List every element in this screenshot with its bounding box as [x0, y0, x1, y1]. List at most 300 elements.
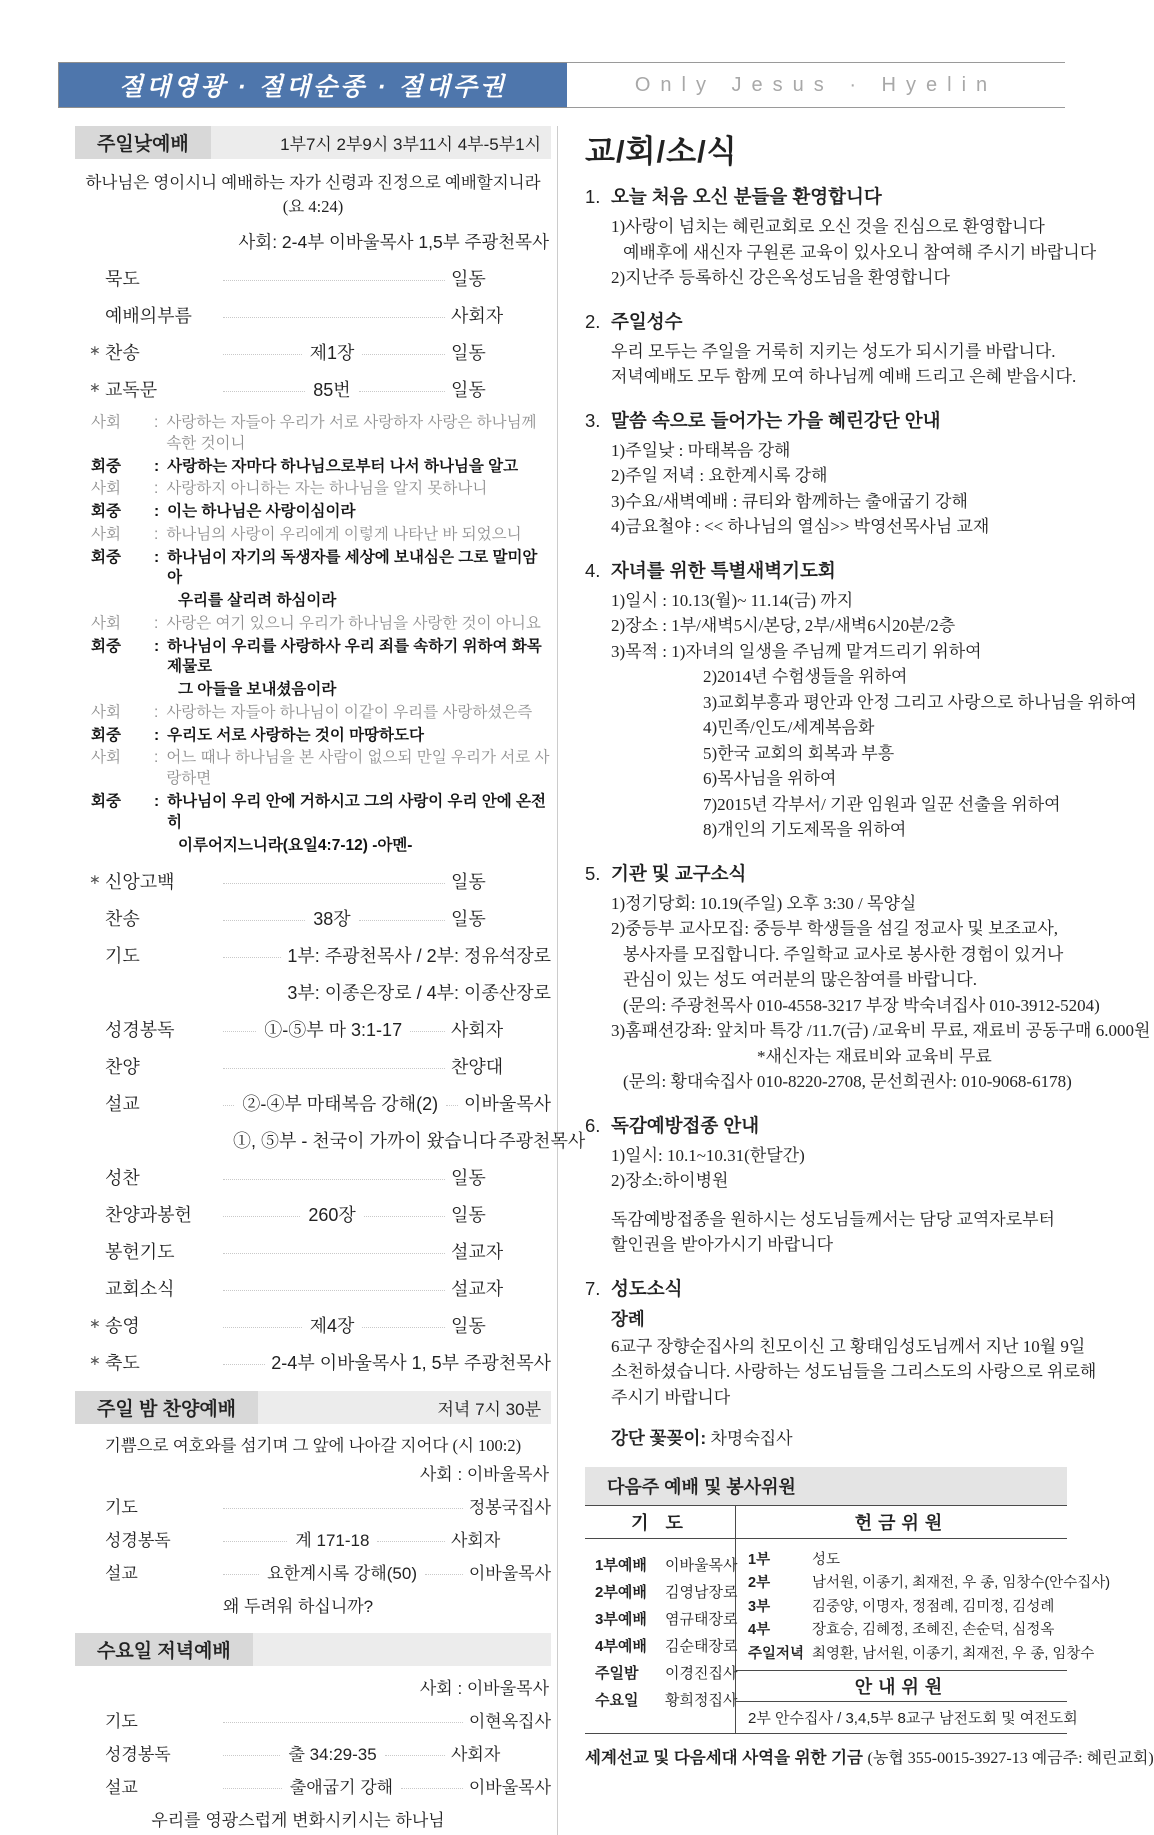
worship-row: [89, 868, 551, 894]
row-leader: [359, 391, 445, 392]
news-item-line: 4)금요철야 : << 하나님의 열심>> 박영선목사님 교재: [611, 517, 990, 536]
section-title: 주일낮예배: [75, 126, 211, 159]
news-item-line: 2)지난주 등록하신 강은옥성도님을 환영합니다: [611, 268, 950, 287]
news-items: [585, 183, 1151, 1450]
worship-row: [89, 1312, 551, 1338]
section-time: [541, 1633, 551, 1666]
prayer-row: [595, 1662, 738, 1683]
row-leader: [223, 1216, 300, 1217]
news-item-head: [585, 1112, 1067, 1138]
row-label: 묵도: [105, 269, 140, 289]
row-right-text: 정봉국집사: [468, 1498, 551, 1518]
news-item-title: 오늘 처음 오신 분들을 환영합니다: [611, 186, 882, 207]
reading-colon: :: [154, 749, 159, 767]
reading-text: 우리도 서로 사랑하는 것이 마땅하도다: [167, 726, 424, 744]
prayer-person: 김영남장로: [665, 1584, 738, 1602]
reading-colon: :: [154, 503, 160, 521]
prayer-row: [595, 1635, 738, 1656]
responsive-reading: [75, 413, 551, 856]
row-leader: [223, 1179, 445, 1180]
row-leader: [223, 1755, 280, 1756]
news-item-line: 5)한국 교회의 회복과 부흥: [703, 743, 895, 763]
row-label: 성찬: [105, 1168, 140, 1189]
asterisk-mark: ∗: [89, 871, 101, 888]
row-who: 일동: [451, 1168, 486, 1189]
worship-row: [105, 1773, 551, 1798]
row-leader: [223, 1327, 302, 1328]
news-item-line: 1)일시 : 10.13(월)~ 11.14(금) 까지: [611, 590, 854, 610]
news-item-line: 예배후에 새신자 구원론 교육이 있사오니 참여해 주시기 바랍니다: [623, 242, 1097, 262]
row-who: 일동: [451, 269, 486, 289]
prayer-person: 이바울목사: [665, 1557, 738, 1575]
row-leader: [223, 1068, 445, 1069]
reading-row: [91, 502, 551, 523]
news-item-number: 1.: [585, 186, 601, 207]
row-who: 이바울목사: [468, 1778, 551, 1798]
offering-row: [748, 1548, 1061, 1569]
news-item-head: [585, 183, 1067, 209]
row-who: 일동: [451, 380, 486, 400]
news-item-number: 5.: [585, 862, 601, 884]
prayer-row: [595, 1554, 738, 1575]
row-label: 찬송: [105, 343, 140, 363]
flower-line: [585, 1424, 1067, 1450]
reading-colon: :: [154, 637, 160, 655]
reading-colon: :: [154, 726, 160, 744]
flower-value: 차명숙집사: [706, 1429, 793, 1449]
offering-row: [748, 1618, 1061, 1639]
row-center: 260장: [308, 1205, 356, 1226]
reading-text: 하나님이 자기의 독생자를 세상에 보내심은 그로 말미암아: [167, 548, 538, 587]
worship-rows-wednesday: [75, 1707, 551, 1798]
row-leader: [223, 1508, 463, 1509]
row-who: 사회자: [451, 1020, 504, 1041]
news-item: [585, 407, 1067, 540]
reading-speaker: 회중: [91, 793, 121, 811]
row-label: 설교: [105, 1778, 138, 1798]
fund-account: (농협 355-0015-3927-13 예금주: 혜린교회): [867, 1750, 1154, 1768]
news-item-line: 우리 모두는 주일을 거룩히 지키는 성도가 되시기를 바랍니다.: [611, 341, 1056, 361]
reading-colon: :: [154, 614, 159, 632]
offering-rows: [736, 1539, 1111, 1670]
news-item-line: 봉사자를 모집합니다. 주일학교 교사로 봉사한 경험이 있거나: [623, 944, 1064, 964]
column-right: [558, 126, 1154, 1835]
news-item-line: 3)목적 : 1)자녀의 일생을 주님께 맡겨드리기 위하여: [611, 641, 982, 661]
worship-verse: 하나님은 영이시니 예배하는 자가 신령과 진정으로 예배할지니라 (요 4:24): [85, 173, 541, 216]
row-center: 85번: [313, 380, 351, 400]
reading-row: [91, 614, 551, 635]
news-item-head: [585, 557, 1067, 583]
row-who: 사회자: [451, 306, 504, 326]
offering-people: 장효승, 김혜정, 조혜진, 손순덕, 심정옥: [812, 1622, 1055, 1639]
row-who: 일동: [451, 909, 486, 930]
news-item-line: 1)정기당회: 10.19(주일) 오후 3:30 / 목양실: [611, 893, 917, 913]
news-item-line: 2)2014년 수험생들을 위하여: [703, 667, 908, 686]
row-leader: [401, 1788, 463, 1789]
row-label: 예배의부름: [105, 306, 192, 326]
row-leader: [223, 883, 445, 884]
offering-people: 최영환, 남서원, 이종기, 최재전, 우 종, 임창수: [812, 1645, 1095, 1662]
reading-colon: :: [154, 548, 160, 566]
row-center: 제1장: [309, 343, 355, 363]
row-center: 요한계시록 강해(50): [267, 1564, 417, 1584]
reading-colon: :: [154, 703, 159, 721]
row-who: 사회자: [451, 1745, 501, 1765]
reading-row: [91, 525, 551, 546]
news-item-line: *새신자는 재료비와 교육비 무료: [757, 1046, 992, 1066]
reading-text: 사랑하는 자마다 하나님으로부터 나서 하나님을 알고: [167, 457, 519, 475]
reading-speaker: 회중: [91, 637, 121, 655]
row-label: 기도: [105, 1712, 138, 1732]
worship-row: [105, 1053, 551, 1079]
row-who: 설교자: [451, 1242, 504, 1263]
news-item-body: [585, 438, 1067, 540]
worship-row: [105, 1740, 551, 1765]
reading-speaker: 회중: [91, 457, 121, 475]
row-center: 출애굽기 강해: [289, 1778, 394, 1798]
row-right-text: 3부: 이종은장로 / 4부: 이종산장로: [287, 983, 551, 1004]
reading-row: [91, 726, 551, 747]
row-leader: [223, 1788, 282, 1789]
reading-speaker: 회중: [91, 726, 121, 744]
news-item-title: 자녀를 위한 특별새벽기도회: [611, 559, 836, 581]
news-item-line: 6교구 장향순집사의 친모이신 고 황태임성도님께서 지난 10월 9일: [611, 1336, 1086, 1356]
sermon-subtitle: 왜 두려워 하십니까?: [222, 1597, 374, 1617]
row-center: 계 171-18: [295, 1531, 370, 1551]
news-item: [585, 557, 1137, 843]
reading-colon: :: [154, 525, 159, 543]
row-right-text: 2-4부 이바울목사 1, 5부 주광천목사: [271, 1353, 551, 1374]
news-item-body: [585, 1306, 1097, 1411]
row-who: 주광천목사: [498, 1131, 586, 1152]
prayer-service-label: 2부예배: [595, 1584, 647, 1602]
moderator-line: 사회 : 이바울목사: [419, 1679, 549, 1699]
news-item: [585, 308, 1077, 390]
news-item-title: 말씀 속으로 들어가는 가을 혜린강단 안내: [611, 409, 941, 431]
news-item-title: 독감예방접종 안내: [611, 1114, 760, 1136]
reading-text: 이는 하나님은 사랑이심이라: [167, 503, 356, 521]
row-leader: [223, 1253, 445, 1254]
row-who: 사회자: [451, 1531, 501, 1551]
prayer-service-label: 수요일: [595, 1692, 639, 1710]
offering-people: 남서원, 이종기, 최재전, 우 종, 임창수(안수집사): [812, 1575, 1111, 1592]
worship-rows-night: [75, 1493, 551, 1584]
reading-text: 사랑하는 자들아 우리가 서로 사랑하자 사랑은 하나님께 속한 것이니: [166, 414, 537, 452]
news-item: [585, 1275, 1097, 1451]
worship-row: [105, 265, 551, 291]
offering-service-label: 주일저녁: [748, 1645, 805, 1662]
row-label: 신앙고백: [105, 872, 175, 893]
row-label: 성경봉독: [105, 1745, 171, 1765]
row-who: 설교자: [451, 1279, 504, 1300]
row-leader: [223, 391, 305, 392]
prayer-header: 기 도: [585, 1506, 735, 1539]
worship-verse: 기쁨으로 여호와를 섬기며 그 앞에 나아갈 지어다 (시 100:2): [104, 1436, 522, 1456]
row-leader: [223, 920, 305, 921]
reading-speaker: 사회: [91, 480, 121, 498]
reading-text: 하나님의 사랑이 우리에게 이렇게 나타난 바 되었으니: [166, 525, 522, 543]
fund-title: 세계선교 및 다음세대 사역을 위한 기금: [585, 1749, 868, 1768]
news-item-title: 주일성수: [611, 310, 683, 332]
row-center: ①, ⑤부 - 천국이 가까이 왔습니다: [233, 1131, 497, 1152]
news-item-body: [585, 339, 1077, 390]
header-banner: [58, 62, 1065, 108]
reading-text: 하나님이 우리 안에 거하시고 그의 사랑이 우리 안에 온전히: [167, 793, 547, 831]
prayer-service-label: 4부예배: [595, 1638, 647, 1656]
offering-row: [748, 1571, 1111, 1592]
news-item-head: [585, 308, 1067, 334]
row-leader: [223, 957, 281, 958]
reading-speaker: 회중: [91, 548, 121, 566]
row-label: 성경봉독: [105, 1531, 171, 1551]
news-item-body: [585, 891, 1151, 1095]
reading-continuation: 그 아들을 보내셨음이라: [178, 681, 337, 699]
row-right-text: 이현옥집사: [468, 1712, 551, 1732]
row-who: 일동: [451, 1205, 486, 1226]
row-center: 38장: [313, 909, 351, 930]
row-label: 설교: [105, 1564, 138, 1584]
row-leader: [223, 1574, 259, 1575]
row-leader: [223, 1031, 256, 1032]
row-center: ②-④부 마태복음 강해(2): [242, 1094, 439, 1115]
reading-continuation: 이루어지느니라(요일4:7-12) -아멘-: [178, 836, 413, 854]
row-leader: [362, 1327, 445, 1328]
reading-colon: :: [154, 480, 159, 498]
reading-colon: :: [154, 793, 160, 811]
news-item-line: 1)사랑이 넘치는 혜린교회로 오신 것을 진심으로 환영합니다: [611, 217, 1045, 236]
prayer-person: 황희정집사: [665, 1692, 738, 1710]
news-item-line: 독감예방접종을 원하시는 성도님들께서는 담당 교역자로부터: [611, 1209, 1055, 1229]
offering-people: 김중양, 이명자, 정점례, 김미정, 김성례: [812, 1598, 1055, 1615]
flower-label: 강단 꽃꽂이:: [611, 1428, 707, 1449]
prayer-row: [595, 1608, 738, 1629]
news-item-line: 2)주일 저녁 : 요한계시록 강해: [611, 466, 828, 485]
row-leader: [223, 1105, 234, 1106]
banner-slogan: 절대영광 · 절대순종 · 절대주권: [58, 62, 567, 108]
volunteer-table: [585, 1505, 1111, 1734]
row-label: 설교: [105, 1094, 140, 1115]
prayer-column: [585, 1506, 736, 1733]
banner-tagline: Only Jesus · Hyelin: [567, 62, 1065, 108]
worship-row: [105, 1127, 586, 1153]
news-item-line: (문의: 주광천목사 010-4558-3217 부장 박숙녀집사 010-3912-5204): [623, 995, 1100, 1015]
row-center: 출 34:29-35: [288, 1745, 377, 1765]
prayer-person: 염규태장로: [665, 1611, 738, 1629]
row-who: 일동: [451, 343, 486, 363]
prayer-service-label: 1부예배: [595, 1557, 647, 1575]
worship-row: [105, 1493, 551, 1518]
worship-rows-day-b: [75, 868, 586, 1375]
worship-row: [105, 1275, 551, 1301]
reading-colon: :: [154, 457, 160, 475]
news-item-line: 2)중등부 교사모집: 중등부 학생들을 섬길 정교사 및 보조교사,: [611, 919, 1059, 938]
columns: [75, 126, 1154, 1835]
reading-colon: :: [154, 414, 159, 431]
row-label: 성경봉독: [105, 1020, 175, 1041]
worship-row: [105, 1238, 551, 1264]
row-center: ①-⑤부 마 3:1-17: [264, 1020, 403, 1041]
offering-column: [736, 1506, 1111, 1733]
row-leader: [425, 1574, 463, 1575]
reading-text: 사랑하는 자들아 하나님이 이같이 우리를 사랑하셨은즉: [166, 703, 533, 721]
row-leader: [385, 1755, 445, 1756]
column-left: [75, 126, 586, 1835]
prayer-person: 이경진집사: [665, 1665, 738, 1683]
prayer-row: [595, 1581, 738, 1602]
worship-row: [89, 376, 551, 402]
row-leader: [223, 1541, 287, 1542]
asterisk-mark: ∗: [89, 1315, 101, 1332]
reading-text: 하나님이 우리를 사랑하사 우리 죄를 속하기 위하여 화목 제물로: [167, 637, 542, 676]
news-item-number: 6.: [585, 1114, 601, 1136]
news-item-head: [585, 407, 1067, 433]
news-item-line: 3)교회부흥과 평안과 안정 그리고 사랑으로 하나님을 위하여: [703, 692, 1137, 712]
news-item-line: 관심이 있는 성도 여러분의 많은참여를 바랍니다.: [623, 970, 977, 989]
asterisk-mark: ∗: [89, 1352, 101, 1369]
news-item-line: 4)민족/인도/세계복음화: [703, 718, 875, 737]
row-label: 찬송: [105, 909, 140, 930]
row-leader: [362, 354, 445, 355]
worship-row: [105, 905, 551, 931]
worship-row: [105, 1016, 551, 1042]
offering-service-label: 1부: [748, 1551, 771, 1568]
news-item-number: 7.: [585, 1277, 601, 1299]
reading-row: [91, 637, 551, 679]
reading-speaker: 회중: [91, 503, 121, 521]
section-times: 1부7시 2부9시 3부11시 4부-5부1시: [280, 135, 541, 154]
row-leader: [223, 1290, 445, 1291]
reading-row: [91, 479, 551, 500]
row-label: 송영: [105, 1316, 140, 1337]
news-item: [585, 183, 1097, 291]
row-leader: [377, 1541, 445, 1542]
reading-row: [91, 748, 551, 790]
row-leader: [223, 354, 302, 355]
news-item-line: 3)수요/새벽예배 : 큐티와 함께하는 출애굽기 강해: [611, 491, 968, 511]
news-item-body: [585, 588, 1137, 843]
row-leader: [223, 1364, 265, 1365]
worship-row: [89, 339, 551, 365]
row-who: 이바울목사: [464, 1094, 551, 1115]
news-item-head: [585, 1275, 1067, 1301]
news-item-line: 2)장소:하이병원: [611, 1171, 729, 1190]
row-label: 찬양: [105, 1057, 140, 1078]
worship-row: [105, 1559, 551, 1584]
news-item-line: 소천하셨습니다. 사랑하는 성도님들을 그리스도의 사랑으로 위로해: [611, 1362, 1097, 1382]
reading-speaker: 사회: [91, 525, 121, 543]
news-item-line: 저녁예배도 모두 함께 모여 하나님께 예배 드리고 은혜 받읍시다.: [611, 367, 1077, 386]
news-item-body: [585, 214, 1097, 291]
guide-row: 2부 안수집사 / 3,4,5부 8교구 남전도회 및 여전도회: [748, 1710, 1078, 1728]
worship-row: [89, 1349, 551, 1375]
offering-header: 헌금위원: [736, 1506, 1067, 1539]
worship-row: [105, 979, 551, 1005]
row-label: 교독문: [105, 380, 158, 400]
moderator-line: 사회: 2-4부 이바울목사 1,5부 주광천목사: [238, 232, 549, 252]
news-item-line: 7)2015년 각부서/ 기관 임원과 일꾼 선출을 위하여: [703, 794, 1061, 814]
news-item-number: 2.: [585, 310, 601, 332]
news-item: [585, 860, 1151, 1095]
row-who: 일동: [451, 872, 486, 893]
offering-service-label: 3부: [748, 1598, 771, 1615]
volunteer-table-bar: 다음주 예배 및 봉사위원: [585, 1467, 1067, 1505]
prayer-service-label: 3부예배: [595, 1611, 647, 1629]
reading-speaker: 사회: [91, 749, 121, 767]
news-item-head: [585, 860, 1067, 886]
section-time: 저녁 7시 30분: [437, 1400, 541, 1420]
church-news-title: 교/회/소/식: [585, 134, 738, 169]
reading-row: [91, 548, 551, 590]
fund-line: [585, 1744, 1154, 1768]
news-item-body: [585, 1143, 1067, 1258]
row-label: 축도: [105, 1353, 140, 1374]
prayer-service-label: 주일밤: [595, 1665, 639, 1683]
offering-row: [748, 1642, 1095, 1663]
row-right-text: 1부: 주광천목사 / 2부: 정유석장로: [287, 946, 551, 967]
reading-row: [91, 792, 551, 834]
news-item-line: (문의: 황대숙집사 010-8220-2708, 문선희권사: 010-9068-6178): [623, 1072, 1072, 1091]
news-item-line: 할인권을 받아가시기 바랍니다: [611, 1235, 833, 1254]
worship-row: [105, 1164, 551, 1190]
reading-text: 어느 때나 하나님을 본 사람이 없으되 만일 우리가 서로 사랑하면: [166, 749, 550, 788]
offering-service-label: 2부: [748, 1575, 771, 1592]
row-label: 기도: [105, 946, 140, 967]
news-item-line: 2)장소 : 1부/새벽5시/본당, 2부/새벽6시20분/2층: [611, 616, 956, 635]
news-item: [585, 1112, 1067, 1258]
reading-speaker: 사회: [91, 703, 121, 721]
row-leader: [223, 280, 445, 281]
row-leader: [223, 317, 445, 318]
row-center: 제4장: [309, 1316, 355, 1337]
offering-row: [748, 1595, 1061, 1616]
reading-text: 사랑하지 아니하는 자는 하나님을 알지 못하나니: [166, 480, 488, 498]
section-sunday-day-bar: [75, 126, 551, 159]
news-item-line: 6)목사님을 위하여: [703, 769, 837, 788]
news-item-subheading: 장례: [611, 1308, 645, 1329]
row-label: 교회소식: [105, 1279, 175, 1300]
worship-row: [105, 1707, 551, 1732]
worship-rows-day-a: [75, 265, 551, 402]
news-item-title: 성도소식: [611, 1277, 683, 1299]
reading-speaker: 사회: [91, 414, 121, 431]
row-label: 봉헌기도: [105, 1242, 175, 1263]
news-item-line: 주시기 바랍니다: [611, 1387, 731, 1407]
row-leader: [223, 1722, 463, 1723]
row-leader: [364, 1216, 445, 1217]
prayer-rows: [585, 1539, 738, 1733]
sermon-subtitle: 우리를 영광스럽게 변화시키시는 하나님: [151, 1811, 445, 1831]
news-item-line: 1)주일낮 : 마태복음 강해: [611, 440, 791, 460]
reading-text: 사랑은 여기 있으니 우리가 하나님을 사랑한 것이 아니요: [166, 614, 541, 632]
row-who: 찬양대: [451, 1057, 504, 1078]
worship-row: [105, 1526, 551, 1551]
section-title: 주일 밤 찬양예배: [75, 1391, 258, 1424]
news-item-line: 8)개인의 기도제목을 위하여: [703, 820, 907, 839]
worship-row: [105, 1201, 551, 1227]
moderator-line: 사회 : 이바울목사: [419, 1465, 549, 1485]
guide-header: 안내위원: [736, 1670, 1067, 1702]
news-item-number: 3.: [585, 409, 601, 431]
section-wednesday-bar: [75, 1633, 551, 1666]
reading-speaker: 사회: [91, 614, 121, 632]
reading-row: [91, 457, 551, 478]
reading-continuation: 우리를 살리려 하심이라: [178, 592, 337, 610]
reading-row: [91, 413, 551, 455]
row-who: 이바울목사: [468, 1564, 551, 1584]
row-leader: [359, 920, 445, 921]
row-leader: [446, 1105, 458, 1106]
news-item-number: 4.: [585, 559, 601, 581]
